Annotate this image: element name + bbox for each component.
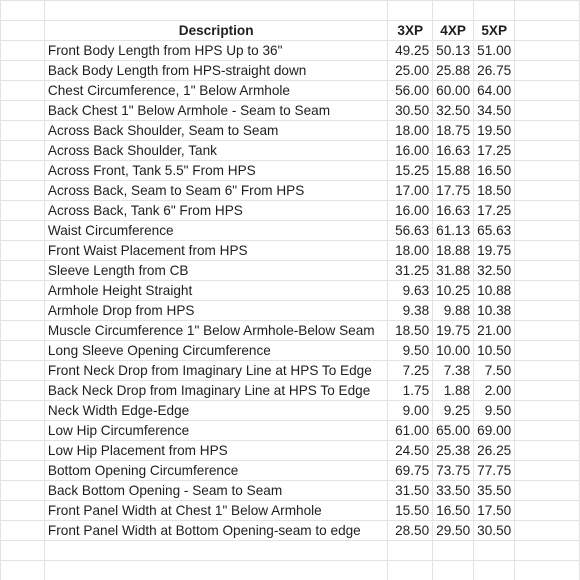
description-cell[interactable]: Front Panel Width at Chest 1" Below Armhole (44, 501, 387, 521)
value-cell-3xp[interactable]: 24.50 (388, 441, 433, 461)
value-cell-5xp[interactable]: 69.00 (474, 421, 515, 441)
value-cell-3xp[interactable]: 28.50 (388, 521, 433, 541)
description-header[interactable]: Description (44, 21, 387, 41)
table-row (1, 261, 580, 281)
empty-cell[interactable] (1, 561, 45, 580)
table-row (1, 341, 580, 361)
empty-cell[interactable] (1, 261, 45, 281)
empty-cell[interactable] (515, 41, 580, 61)
empty-cell[interactable] (515, 61, 580, 81)
table-row (1, 141, 580, 161)
empty-cell[interactable] (1, 201, 45, 221)
value-cell-5xp[interactable]: 16.50 (474, 161, 515, 181)
table-row (1, 281, 580, 301)
description-cell[interactable]: Low Hip Placement from HPS (44, 441, 387, 461)
empty-cell[interactable] (1, 421, 45, 441)
empty-cell[interactable] (44, 1, 387, 21)
value-cell-5xp[interactable]: 26.75 (474, 61, 515, 81)
empty-cell[interactable] (1, 521, 45, 541)
table-row (1, 321, 580, 341)
value-cell-4xp[interactable]: 18.75 (433, 121, 474, 141)
value-cell-5xp[interactable]: 17.25 (474, 201, 515, 221)
empty-cell[interactable] (515, 441, 580, 461)
value-cell-3xp[interactable]: 9.38 (388, 301, 433, 321)
description-cell[interactable]: Armhole Height Straight (44, 281, 387, 301)
empty-cell[interactable] (515, 81, 580, 101)
empty-cell[interactable] (1, 361, 45, 381)
empty-cell[interactable] (515, 1, 580, 21)
table-row (1, 101, 580, 121)
empty-cell[interactable] (515, 501, 580, 521)
empty-cell[interactable] (433, 541, 474, 561)
value-cell-5xp[interactable]: 19.50 (474, 121, 515, 141)
value-cell-5xp[interactable]: 35.50 (474, 481, 515, 501)
empty-cell[interactable] (515, 121, 580, 141)
value-cell-3xp[interactable]: 7.25 (388, 361, 433, 381)
value-cell-5xp[interactable]: 19.75 (474, 241, 515, 261)
value-cell-4xp[interactable]: 50.13 (433, 41, 474, 61)
value-cell-3xp[interactable]: 56.63 (388, 221, 433, 241)
value-cell-4xp[interactable]: 16.63 (433, 141, 474, 161)
empty-cell[interactable] (1, 81, 45, 101)
value-cell-5xp[interactable]: 10.38 (474, 301, 515, 321)
description-cell[interactable]: Armhole Drop from HPS (44, 301, 387, 321)
value-cell-5xp[interactable]: 9.50 (474, 401, 515, 421)
empty-cell[interactable] (1, 121, 45, 141)
empty-cell[interactable] (1, 101, 45, 121)
value-cell-4xp[interactable]: 9.88 (433, 301, 474, 321)
description-cell[interactable]: Back Bottom Opening - Seam to Seam (44, 481, 387, 501)
value-cell-4xp[interactable]: 10.25 (433, 281, 474, 301)
value-cell-4xp[interactable]: 60.00 (433, 81, 474, 101)
value-cell-3xp[interactable]: 16.00 (388, 141, 433, 161)
value-cell-4xp[interactable]: 25.88 (433, 61, 474, 81)
empty-cell[interactable] (433, 1, 474, 21)
value-cell-3xp[interactable]: 31.50 (388, 481, 433, 501)
value-cell-4xp[interactable]: 73.75 (433, 461, 474, 481)
empty-cell[interactable] (1, 341, 45, 361)
empty-cell[interactable] (1, 181, 45, 201)
empty-cell[interactable] (515, 201, 580, 221)
value-cell-4xp[interactable]: 16.63 (433, 201, 474, 221)
blank-row (1, 561, 580, 580)
value-cell-3xp[interactable]: 18.00 (388, 241, 433, 261)
empty-cell[interactable] (1, 461, 45, 481)
empty-cell[interactable] (515, 461, 580, 481)
empty-cell[interactable] (515, 481, 580, 501)
value-cell-3xp[interactable]: 18.50 (388, 321, 433, 341)
description-cell[interactable]: Across Back, Seam to Seam 6" From HPS (44, 181, 387, 201)
empty-cell[interactable] (1, 241, 45, 261)
description-cell[interactable]: Front Neck Drop from Imaginary Line at HPS To Edge (44, 361, 387, 381)
description-cell[interactable]: Back Neck Drop from Imaginary Line at HPS To Edge (44, 381, 387, 401)
empty-cell[interactable] (515, 361, 580, 381)
empty-cell[interactable] (1, 401, 45, 421)
value-cell-3xp[interactable]: 9.50 (388, 341, 433, 361)
description-cell[interactable]: Front Panel Width at Bottom Opening-seam to edge (44, 521, 387, 541)
table-row (1, 201, 580, 221)
value-cell-5xp[interactable]: 64.00 (474, 81, 515, 101)
table-row (1, 521, 580, 541)
value-cell-3xp[interactable]: 9.00 (388, 401, 433, 421)
value-cell-3xp[interactable]: 1.75 (388, 381, 433, 401)
value-cell-4xp[interactable]: 10.00 (433, 341, 474, 361)
empty-cell[interactable] (388, 1, 433, 21)
value-cell-5xp[interactable]: 26.25 (474, 441, 515, 461)
empty-cell[interactable] (1, 321, 45, 341)
empty-cell[interactable] (474, 1, 515, 21)
value-cell-5xp[interactable]: 10.88 (474, 281, 515, 301)
empty-cell[interactable] (1, 41, 45, 61)
empty-cell[interactable] (515, 421, 580, 441)
value-cell-3xp[interactable]: 15.50 (388, 501, 433, 521)
table-row (1, 221, 580, 241)
value-cell-4xp[interactable]: 7.38 (433, 361, 474, 381)
empty-cell[interactable] (515, 161, 580, 181)
value-cell-4xp[interactable]: 65.00 (433, 421, 474, 441)
description-cell[interactable]: Back Chest 1" Below Armhole - Seam to Seam (44, 101, 387, 121)
blank-row (1, 1, 580, 21)
description-cell[interactable]: Chest Circumference, 1" Below Armhole (44, 81, 387, 101)
table-row (1, 161, 580, 181)
value-cell-4xp[interactable]: 31.88 (433, 261, 474, 281)
empty-cell[interactable] (515, 321, 580, 341)
table-row (1, 441, 580, 461)
table-row (1, 401, 580, 421)
empty-cell[interactable] (1, 1, 45, 21)
empty-cell[interactable] (515, 181, 580, 201)
description-cell[interactable]: Low Hip Circumference (44, 421, 387, 441)
size-header-4xp[interactable]: 4XP (433, 21, 474, 41)
value-cell-4xp[interactable]: 15.88 (433, 161, 474, 181)
table-row (1, 361, 580, 381)
empty-cell[interactable] (433, 561, 474, 580)
value-cell-3xp[interactable]: 61.00 (388, 421, 433, 441)
empty-cell[interactable] (474, 561, 515, 580)
value-cell-5xp[interactable]: 21.00 (474, 321, 515, 341)
value-cell-3xp[interactable]: 69.75 (388, 461, 433, 481)
empty-cell[interactable] (474, 541, 515, 561)
empty-cell[interactable] (515, 561, 580, 580)
value-cell-4xp[interactable]: 61.13 (433, 221, 474, 241)
value-cell-4xp[interactable]: 18.88 (433, 241, 474, 261)
empty-cell[interactable] (1, 141, 45, 161)
value-cell-3xp[interactable]: 16.00 (388, 201, 433, 221)
empty-cell[interactable] (1, 61, 45, 81)
empty-cell[interactable] (388, 561, 433, 580)
empty-cell[interactable] (1, 221, 45, 241)
value-cell-3xp[interactable]: 18.00 (388, 121, 433, 141)
table-row (1, 301, 580, 321)
value-cell-3xp[interactable]: 9.63 (388, 281, 433, 301)
description-cell[interactable]: Back Body Length from HPS-straight down (44, 61, 387, 81)
value-cell-5xp[interactable]: 32.50 (474, 261, 515, 281)
description-cell[interactable]: Sleeve Length from CB (44, 261, 387, 281)
empty-cell[interactable] (1, 161, 45, 181)
table-row (1, 81, 580, 101)
value-cell-5xp[interactable]: 30.50 (474, 521, 515, 541)
description-cell[interactable]: Across Front, Tank 5.5" From HPS (44, 161, 387, 181)
value-cell-5xp[interactable]: 17.50 (474, 501, 515, 521)
empty-cell[interactable] (44, 561, 387, 580)
value-cell-3xp[interactable]: 56.00 (388, 81, 433, 101)
table-row (1, 461, 580, 481)
value-cell-5xp[interactable]: 17.25 (474, 141, 515, 161)
value-cell-5xp[interactable]: 51.00 (474, 41, 515, 61)
value-cell-5xp[interactable]: 2.00 (474, 381, 515, 401)
empty-cell[interactable] (515, 101, 580, 121)
empty-cell[interactable] (1, 441, 45, 461)
header-row (1, 21, 580, 41)
empty-cell[interactable] (1, 501, 45, 521)
description-cell[interactable]: Across Back Shoulder, Tank (44, 141, 387, 161)
empty-cell[interactable] (515, 301, 580, 321)
table-row (1, 481, 580, 501)
empty-cell[interactable] (1, 381, 45, 401)
empty-cell[interactable] (515, 261, 580, 281)
table-row (1, 121, 580, 141)
value-cell-4xp[interactable]: 16.50 (433, 501, 474, 521)
value-cell-4xp[interactable]: 33.50 (433, 481, 474, 501)
blank-row (1, 541, 580, 561)
empty-cell[interactable] (1, 541, 45, 561)
table-row (1, 181, 580, 201)
empty-cell[interactable] (44, 541, 387, 561)
empty-cell[interactable] (515, 221, 580, 241)
description-cell[interactable]: Bottom Opening Circumference (44, 461, 387, 481)
value-cell-5xp[interactable]: 34.50 (474, 101, 515, 121)
description-cell[interactable]: Front Body Length from HPS Up to 36" (44, 41, 387, 61)
empty-cell[interactable] (515, 281, 580, 301)
empty-cell[interactable] (515, 341, 580, 361)
empty-cell[interactable] (388, 541, 433, 561)
size-header-3xp[interactable]: 3XP (388, 21, 433, 41)
empty-cell[interactable] (1, 281, 45, 301)
description-cell[interactable]: Waist Circumference (44, 221, 387, 241)
table-row (1, 61, 580, 81)
table-row (1, 421, 580, 441)
empty-cell[interactable] (515, 401, 580, 421)
empty-cell[interactable] (515, 541, 580, 561)
value-cell-4xp[interactable]: 9.25 (433, 401, 474, 421)
value-cell-3xp[interactable]: 25.00 (388, 61, 433, 81)
value-cell-5xp[interactable]: 18.50 (474, 181, 515, 201)
description-cell[interactable]: Muscle Circumference 1" Below Armhole-Below Seam (44, 321, 387, 341)
value-cell-3xp[interactable]: 49.25 (388, 41, 433, 61)
value-cell-5xp[interactable]: 10.50 (474, 341, 515, 361)
size-header-5xp[interactable]: 5XP (474, 21, 515, 41)
table-row (1, 501, 580, 521)
value-cell-3xp[interactable]: 15.25 (388, 161, 433, 181)
value-cell-4xp[interactable]: 25.38 (433, 441, 474, 461)
description-cell[interactable]: Across Back, Tank 6" From HPS (44, 201, 387, 221)
empty-cell[interactable] (515, 141, 580, 161)
value-cell-4xp[interactable]: 17.75 (433, 181, 474, 201)
value-cell-4xp[interactable]: 32.50 (433, 101, 474, 121)
empty-cell[interactable] (515, 241, 580, 261)
empty-cell[interactable] (1, 301, 45, 321)
description-cell[interactable]: Across Back Shoulder, Seam to Seam (44, 121, 387, 141)
value-cell-4xp[interactable]: 19.75 (433, 321, 474, 341)
description-cell[interactable]: Neck Width Edge-Edge (44, 401, 387, 421)
empty-cell[interactable] (515, 21, 580, 41)
empty-cell[interactable] (515, 381, 580, 401)
value-cell-4xp[interactable]: 1.88 (433, 381, 474, 401)
value-cell-3xp[interactable]: 17.00 (388, 181, 433, 201)
value-cell-5xp[interactable]: 77.75 (474, 461, 515, 481)
empty-cell[interactable] (1, 481, 45, 501)
description-cell[interactable]: Long Sleeve Opening Circumference (44, 341, 387, 361)
empty-cell[interactable] (1, 21, 45, 41)
value-cell-3xp[interactable]: 30.50 (388, 101, 433, 121)
table-row (1, 241, 580, 261)
table-row (1, 381, 580, 401)
value-cell-5xp[interactable]: 65.63 (474, 221, 515, 241)
value-cell-5xp[interactable]: 7.50 (474, 361, 515, 381)
value-cell-4xp[interactable]: 29.50 (433, 521, 474, 541)
description-cell[interactable]: Front Waist Placement from HPS (44, 241, 387, 261)
value-cell-3xp[interactable]: 31.25 (388, 261, 433, 281)
table-row (1, 41, 580, 61)
empty-cell[interactable] (515, 521, 580, 541)
